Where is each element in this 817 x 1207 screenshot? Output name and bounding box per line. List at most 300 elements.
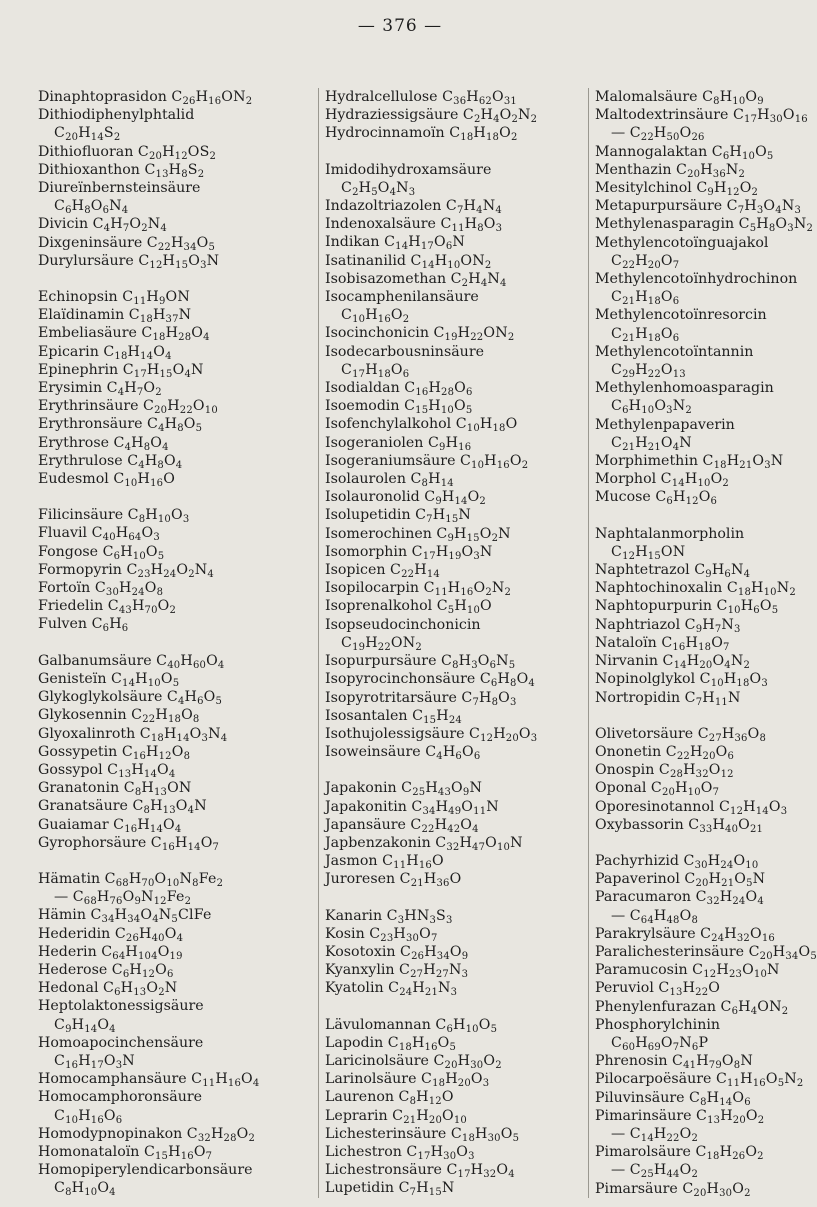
index-entry	[38, 652, 300, 670]
compound-name: Isolaurolen	[325, 471, 406, 488]
index-entry	[595, 325, 801, 343]
chemical-formula: $C_9H_{14}O_4$	[54, 1016, 116, 1035]
index-entry	[595, 888, 801, 906]
letter-section	[38, 870, 300, 1198]
chemical-formula: $C_8H_3O_6N_5$	[441, 653, 516, 672]
compound-name: Isothujolessigsäure	[325, 725, 465, 742]
chemical-formula: $C_6H_{10}O_5$	[435, 1016, 498, 1035]
index-entry	[38, 779, 300, 797]
compound-name: Diureïnbernsteinsäure	[38, 180, 201, 197]
letter-section	[38, 88, 300, 270]
chemical-formula: $C_{41}H_{79}O_8N$	[672, 1053, 753, 1072]
compound-name: Isoprenalkohol	[325, 598, 433, 615]
chemical-formula: $C_{22}H_{42}O_4$	[410, 816, 479, 835]
compound-name: Isopilocarpin	[325, 580, 420, 597]
index-entry	[595, 161, 801, 179]
index-entry	[325, 707, 587, 725]
chemical-formula: $C_{20}H_{12}OS_2$	[137, 143, 217, 162]
chemical-formula: $C_{12}H_{15}ON$	[611, 543, 686, 562]
index-entry	[325, 1052, 587, 1070]
index-entry	[325, 543, 587, 561]
chemical-formula: $C_{20}H_{30}O_2$	[682, 1180, 751, 1199]
chemical-formula: $C_{18}H_{14}O_4$	[103, 343, 172, 362]
chemical-formula: $C_{20}H_{22}O_{10}$	[143, 398, 218, 417]
compound-name: Mesitylchinol	[595, 180, 692, 197]
index-entry	[38, 961, 300, 979]
compound-name: Isofenchylalkohol	[325, 416, 452, 433]
compound-name: Hämin	[38, 907, 86, 924]
compound-name: Japakonitin	[325, 798, 407, 815]
chemical-formula: $C_{18}H_{37}N$	[128, 307, 192, 326]
chemical-formula: $C_{34}H_{49}O_{11}N$	[411, 798, 499, 817]
chemical-formula: $C_7H_{15}N$	[415, 507, 472, 526]
compound-name: Hydraziessigsäure	[325, 107, 459, 124]
chemical-formula: $C_6H_{12}O_6$	[111, 961, 174, 980]
chemical-formula: $C_{14}H_{17}O_6N$	[384, 234, 465, 253]
chemical-formula: $C_7H_4N_4$	[445, 198, 502, 217]
index-entry	[325, 852, 587, 870]
index-entry	[38, 943, 300, 961]
index-entry	[325, 252, 587, 270]
chemical-formula: $C_7H_{11}N$	[684, 689, 741, 708]
compound-name: Indazoltriazolen	[325, 198, 442, 215]
compound-name: Oporesinotannol	[595, 798, 715, 815]
compound-name: Gossypol	[38, 761, 103, 778]
index-entry	[38, 1161, 300, 1179]
index-entry	[595, 361, 801, 379]
compound-name: Lävulomannan	[325, 1016, 431, 1033]
chemical-formula: $C_{11}H_8O_3$	[440, 216, 503, 235]
index-entry	[38, 1107, 300, 1125]
index-entry	[38, 415, 300, 433]
chemical-formula: $C_{18}H_{20}O_3$	[421, 1071, 490, 1090]
compound-name: Isodialdan	[325, 380, 400, 397]
compound-name: Indikan	[325, 234, 380, 251]
chemical-formula: $C_{10}H_6O_5$	[716, 598, 779, 617]
compound-name: Larinolsäure	[325, 1071, 417, 1088]
compound-name: Naphtetrazol	[595, 562, 690, 579]
index-entry	[595, 816, 801, 834]
compound-name: Piluvinsäure	[595, 1089, 685, 1106]
index-entry	[38, 179, 300, 197]
chemical-formula: $C_{40}H_{60}O_4$	[156, 652, 225, 671]
compound-name: Malomalsäure	[595, 89, 698, 105]
index-entry	[38, 670, 300, 688]
compound-name: Isocinchonicin	[325, 325, 429, 342]
chemical-formula: $C_9H_6N_4$	[694, 562, 751, 581]
chemical-formula: $C_{32}H_{24}O_4$	[695, 889, 764, 908]
index-entry	[595, 306, 801, 324]
index-entry	[38, 106, 300, 124]
compound-name: Isomorphin	[325, 543, 408, 560]
index-entry	[38, 1179, 300, 1197]
compound-name: Genisteïn	[38, 670, 107, 687]
compound-name: Isopyrotritarsäure	[325, 689, 457, 706]
index-entry	[325, 306, 587, 324]
compound-name: Fulven	[38, 616, 88, 633]
index-entry	[325, 197, 587, 215]
compound-name: Japansäure	[325, 816, 406, 833]
chemical-formula: $C_9H_{15}O_2N$	[436, 525, 511, 544]
letter-section	[325, 88, 587, 143]
compound-name: Erysimin	[38, 380, 103, 397]
chemical-formula: $C_{20}H_{21}O_5N$	[684, 871, 766, 890]
index-entry	[595, 652, 801, 670]
chemical-formula: $C_4H_8O_4$	[127, 452, 183, 471]
index-entry	[595, 998, 801, 1016]
index-entry	[38, 506, 300, 524]
compound-name: Paracumaron	[595, 889, 692, 906]
chemical-formula: $C_{15}H_{24}$	[412, 707, 462, 726]
chemical-formula: $C_6H_{10}O_5$	[711, 143, 774, 162]
chemical-formula: $C_{23}H_{30}O_7$	[369, 925, 438, 944]
index-entry	[325, 943, 587, 961]
chemical-formula: $C_{13}H_{22}O$	[658, 980, 721, 999]
chemical-formula: $C_{11}H_9ON$	[122, 289, 191, 308]
chemical-formula: $C_{16}H_{14}O_7$	[150, 834, 220, 853]
chemical-formula: $C_{18}H_{28}O_4$	[141, 325, 210, 344]
compound-name: Hederidin	[38, 925, 111, 942]
chemical-formula: $C_{10}H_{16}O_6$	[54, 1107, 123, 1126]
compound-name: Mucose	[595, 489, 651, 506]
index-entry	[38, 579, 300, 597]
index-entry	[38, 816, 300, 834]
compound-name: Dithiofluoran	[38, 143, 134, 160]
chemical-formula: $C_5H_{10}O$	[436, 598, 492, 617]
chemical-formula: $C_{20}H_{34}O_5$	[748, 943, 817, 962]
index-entry	[38, 888, 300, 906]
chemical-formula: $C_8H_{10}O_9$	[702, 89, 764, 107]
chemical-formula: $C_{18}H_{21}O_3N$	[702, 453, 784, 472]
index-entry	[38, 143, 300, 161]
letter-section	[38, 288, 300, 488]
index-entry	[325, 961, 587, 979]
index-entry	[595, 1016, 801, 1034]
chemical-formula: $C_9H_{14}O_2$	[424, 489, 486, 508]
chemical-formula: $C_{17}H_{30}O_3$	[406, 1143, 475, 1162]
compound-name: Metapurpursäure	[595, 198, 723, 215]
compound-name: Guaiamar	[38, 816, 109, 833]
index-entry	[325, 1161, 587, 1179]
chemical-formula: $C_{22}H_{50}O_{26}$	[629, 125, 705, 144]
page-number: — 376 —	[357, 16, 443, 36]
index-entry	[595, 106, 808, 126]
index-entry	[38, 161, 300, 179]
chemical-formula: $C_7H_3O_4N_3$	[726, 198, 802, 217]
compound-name: Epicarin	[38, 343, 99, 360]
compound-name: Indenoxalsäure	[325, 216, 436, 233]
index-entry	[325, 270, 587, 288]
index-entry	[595, 379, 801, 397]
compound-name: Methylenpapaverin	[595, 416, 735, 433]
chemical-formula: $C_{21}H_{21}O_4N$	[611, 434, 692, 453]
compound-name: Juroresen	[325, 871, 396, 888]
index-entry	[595, 743, 801, 761]
chemical-formula: $C_6H_6$	[91, 616, 129, 635]
chemical-formula: $C_8H_{14}$	[410, 471, 454, 490]
index-entry	[38, 306, 300, 324]
compound-name: Gossypetin	[38, 743, 118, 760]
chemical-formula: $C_4H_8O_5$	[147, 416, 203, 435]
chemical-formula: $C_{12}H_{14}O_3$	[718, 798, 788, 817]
index-entry	[595, 670, 801, 688]
index-entry	[38, 1088, 300, 1106]
chemical-formula: $C_{19}H_{22}ON_2$	[341, 634, 422, 653]
index-entry	[595, 907, 801, 925]
index-entry	[38, 743, 300, 761]
compound-name: Isocamphenilansäure	[325, 289, 479, 306]
index-entry	[325, 1034, 587, 1052]
chemical-formula: $C_{11}H_{16}O$	[382, 853, 444, 872]
chemical-formula: $C_8H_{14}O_6$	[689, 1089, 751, 1108]
compound-name: Isomerochinen	[325, 525, 432, 542]
chemical-formula: $C_{21}H_{18}O_6$	[611, 325, 680, 344]
index-entry	[38, 688, 300, 706]
chemical-formula: $C_{27}H_{27}N_3$	[399, 962, 469, 981]
compound-name: Oponal	[595, 780, 647, 797]
index-column-3	[588, 88, 817, 1199]
compound-name: Parakrylsäure	[595, 925, 696, 942]
index-entry	[38, 1034, 300, 1052]
compound-name: Erythrinsäure	[38, 398, 139, 415]
chemical-formula: $C_{30}H_{24}O_{10}$	[683, 852, 759, 871]
index-entry	[38, 324, 300, 342]
index-entry	[38, 543, 300, 561]
chemical-formula: $C_{11}H_{16}O_5N_2$	[715, 1071, 804, 1090]
compound-name: Naphtochinoxalin	[595, 580, 723, 597]
compound-name: Lichestron	[325, 1143, 402, 1160]
index-entry	[325, 907, 587, 925]
letter-section	[38, 506, 300, 633]
index-entry	[325, 979, 587, 997]
chemical-formula: $C_{20}H_{14}S_2$	[54, 125, 121, 144]
chemical-formula: $C_{10}H_{18}O$	[455, 416, 518, 435]
compound-name: Embeliasäure	[38, 325, 137, 342]
letter-section	[325, 1016, 587, 1198]
chemical-formula: $C_{20}H_{10}O_7$	[650, 780, 720, 799]
chemical-formula: $C_{26}H_{16}ON_2$	[171, 89, 253, 107]
index-entry	[325, 452, 587, 470]
chemical-formula: $C_2H_4N_4$	[450, 270, 507, 289]
index-entry	[595, 488, 801, 506]
index-entry	[325, 579, 587, 597]
compound-name: Phenylenfurazan	[595, 998, 717, 1015]
chemical-formula: $C_{16}H_{18}O_7$	[661, 634, 730, 653]
index-entry	[325, 106, 587, 124]
compound-name: Kosin	[325, 925, 365, 942]
letter-section	[595, 725, 801, 834]
compound-name: Nataloïn	[595, 634, 657, 651]
index-entry	[595, 525, 801, 543]
chemical-formula: $C_{16}H_{17}O_3N$	[54, 1052, 135, 1071]
index-entry	[595, 779, 801, 797]
compound-name: Hydralcellulose	[325, 89, 438, 105]
compound-name: Japbenzakonin	[325, 834, 431, 851]
chemical-formula: $C_{21}H_{20}O_{10}$	[392, 1107, 467, 1126]
chemical-formula: $C_{13}H_{14}O_4$	[107, 761, 176, 780]
compound-name: Isatinanilid	[325, 252, 407, 269]
index-entry	[38, 725, 300, 743]
index-entry	[325, 1070, 587, 1088]
compound-name: Paramucosin	[595, 962, 688, 979]
compound-name: Isolupetidin	[325, 507, 411, 524]
index-entry	[595, 252, 801, 270]
chemical-formula: $C_{33}H_{40}O_{21}$	[688, 816, 764, 835]
compound-name: Pimarsäure	[595, 1180, 678, 1197]
index-entry	[325, 870, 587, 888]
compound-name: Lichestronsäure	[325, 1162, 442, 1179]
chemical-formula: $C_6H_{10}O_3N_2$	[611, 398, 692, 417]
chemical-formula: $C_{18}H_{30}O_5$	[450, 1125, 520, 1144]
compound-name: —	[611, 907, 626, 924]
index-entry	[325, 816, 587, 834]
compound-name: Pachyrhizid	[595, 852, 680, 869]
index-entry	[325, 361, 587, 379]
chemical-formula: $C_8H_{13}O_4N$	[132, 798, 207, 817]
chemical-formula: $C_6H_{10}O_5$	[102, 543, 165, 562]
compound-name: Dithiodiphenylphtalid	[38, 107, 195, 124]
compound-name: Mannogalaktan	[595, 143, 708, 160]
compound-name: Friedelin	[38, 598, 104, 615]
chemical-formula: $C_9H_7N_3$	[684, 616, 741, 635]
compound-name: Isogeraniumsäure	[325, 452, 456, 469]
index-entry	[325, 1125, 587, 1143]
compound-name: Lichesterinsäure	[325, 1125, 447, 1142]
compound-name: Glykoglykolsäure	[38, 689, 163, 706]
compound-name: Phosphorylchinin	[595, 1016, 721, 1033]
compound-name: Homoapocinchensäure	[38, 1034, 204, 1051]
chemical-formula: $C_{25}H_{44}O_2$	[629, 1162, 698, 1181]
chemical-formula: $C_{17}H_{30}O_{16}$	[732, 107, 808, 126]
index-entry	[325, 1107, 587, 1125]
index-entry	[38, 1125, 300, 1143]
chemical-formula: $C_{24}H_{21}N_3$	[388, 980, 458, 999]
chemical-formula: $C_{14}H_{20}O_4N_2$	[662, 653, 751, 672]
index-entry	[595, 979, 801, 997]
index-entry	[325, 1088, 587, 1106]
compound-name: Methylencotoïntannin	[595, 343, 754, 360]
chemical-formula: $C_{34}H_{34}O_4N_5ClFe$	[90, 907, 212, 926]
index-entry	[325, 779, 587, 797]
compound-name: Imidodihydroxamsäure	[325, 161, 492, 178]
chemical-formula: $C_{10}H_{18}O_3$	[699, 671, 768, 690]
index-column-2	[318, 88, 587, 1198]
chemical-formula: $C_{32}H_{28}O_2$	[186, 1125, 256, 1144]
chemical-formula: $C_5H_8O_3N_2$	[738, 216, 813, 235]
index-entry	[38, 524, 300, 542]
index-entry	[595, 634, 801, 652]
chemical-formula: $C_{18}H_{26}O_2$	[695, 1144, 764, 1163]
compound-name: Olivetorsäure	[595, 725, 694, 742]
index-entry	[595, 1070, 804, 1090]
chemical-formula: $C_{19}H_{22}ON_2$	[433, 325, 515, 344]
index-entry	[595, 689, 801, 707]
compound-name: Laurenon	[325, 1089, 395, 1106]
index-entry	[38, 1052, 300, 1070]
index-entry	[38, 343, 300, 361]
index-entry	[325, 215, 587, 233]
chemical-formula: $C_4H_6O_6$	[425, 744, 481, 763]
compound-name: Hederose	[38, 961, 108, 978]
compound-name: —	[54, 889, 69, 906]
chemical-formula: $C_{14}H_{10}O_5$	[110, 670, 180, 689]
index-entry	[38, 1070, 300, 1088]
chemical-formula: $C_{16}H_{12}O_8$	[121, 743, 191, 762]
compound-name: Isolauronolid	[325, 489, 420, 506]
index-entry	[325, 725, 587, 743]
chemical-formula: $C_6H_{12}O_6$	[655, 489, 718, 508]
chemical-formula: $C_{14}H_{22}O_2$	[629, 1125, 698, 1144]
index-entry	[595, 1089, 801, 1107]
compound-name: Erythrulose	[38, 452, 123, 469]
index-entry	[325, 161, 587, 179]
index-entry	[38, 1016, 300, 1034]
compound-name: Granatonin	[38, 780, 120, 797]
index-entry	[38, 88, 300, 106]
compound-name: Morphimethin	[595, 453, 698, 470]
index-entry	[325, 343, 587, 361]
compound-name: Isopicen	[325, 562, 386, 579]
chemical-formula: $C_8H_{10}O_4$	[54, 1180, 116, 1199]
index-entry	[38, 124, 300, 142]
chemical-formula: $C_{28}H_{32}O_{12}$	[658, 762, 734, 781]
index-entry	[595, 1161, 801, 1179]
compound-name: Naphtalanmorpholin	[595, 525, 745, 542]
compound-name: Nortropidin	[595, 689, 681, 706]
index-entry	[595, 343, 801, 361]
compound-name: Homocamphoronsäure	[38, 1089, 203, 1106]
compound-name: Phrenosin	[595, 1053, 668, 1070]
index-entry	[595, 143, 801, 161]
compound-name: Kyatolin	[325, 980, 384, 997]
compound-name: Epinephrin	[38, 361, 119, 378]
index-entry	[38, 215, 300, 233]
compound-name: Isodecarbousninsäure	[325, 343, 484, 360]
compound-name: Isobisazomethan	[325, 270, 447, 287]
compound-name: Homonataloïn	[38, 1143, 140, 1160]
compound-name: —	[611, 1125, 626, 1142]
compound-name: Elaïdinamin	[38, 307, 125, 324]
chemical-formula: $C_{20}H_{36}N_2$	[676, 161, 746, 180]
compound-name: Echinopsin	[38, 289, 118, 306]
chemical-formula: $C_{18}H_{18}O_2$	[449, 125, 518, 144]
compound-name: Jasmon	[325, 853, 378, 870]
compound-name: Isopseudocinchonicin	[325, 616, 481, 633]
index-entry	[38, 561, 300, 579]
chemical-formula: $C_{15}H_{16}O_7$	[143, 1143, 213, 1162]
chemical-formula: $C_{32}H_{47}O_{10}N$	[435, 834, 523, 853]
chemical-formula: $C_{25}H_{43}O_9N$	[401, 780, 483, 799]
compound-name: Nopinolglykol	[595, 671, 696, 688]
compound-name: Pimarinsäure	[595, 1107, 692, 1124]
index-entry	[595, 124, 801, 142]
index-entry	[595, 543, 801, 561]
chemical-formula: $C_{40}H_{64}O_3$	[91, 525, 160, 544]
index-entry	[595, 961, 801, 979]
compound-name: Menthazin	[595, 161, 672, 178]
chemical-formula: $C_8H_{13}ON$	[123, 780, 192, 799]
compound-name: Laricinolsäure	[325, 1052, 429, 1069]
letter-section	[325, 779, 587, 888]
compound-name: Leprarin	[325, 1107, 388, 1124]
index-entry	[325, 233, 587, 251]
chemical-formula: $C_{36}H_{62}O_{31}$	[442, 89, 517, 107]
compound-name: Pimarolsäure	[595, 1144, 691, 1161]
compound-name: Gyrophorsäure	[38, 834, 147, 851]
compound-name: Eudesmol	[38, 471, 109, 488]
chemical-formula: $C_2H_4O_2N_2$	[462, 107, 538, 126]
chemical-formula: $C_7H_8O_3$	[461, 689, 517, 708]
